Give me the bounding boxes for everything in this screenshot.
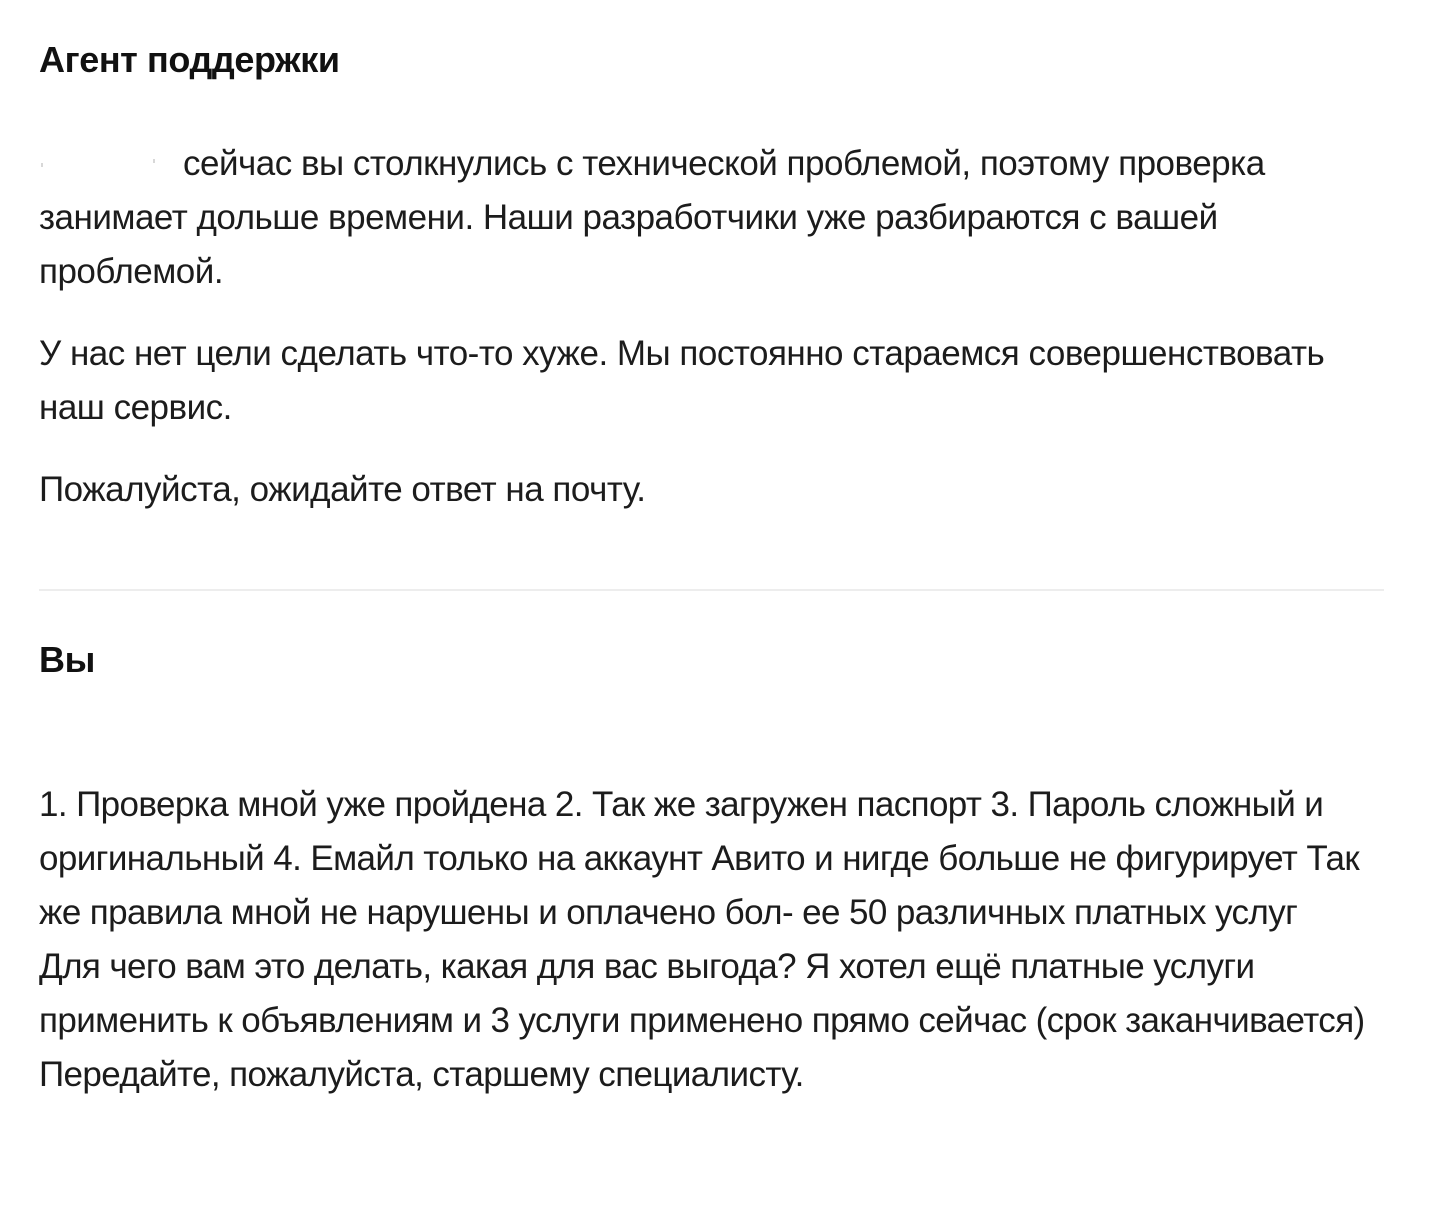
redacted-name: [39, 149, 173, 179]
message-line: 1. Проверка мной уже пройдена 2. Так же загружен паспорт 3. Пароль сложный и оригинальный 4. Емайл только на аккаунт Авито и нигде больше не фигурирует Так же правила мной не нарушены и оплачено бол- ее 50 различных платных услуг: [39, 785, 1360, 932]
message-author-support-agent: Агент поддержки: [39, 39, 340, 80]
support-agent-message: [39, 137, 1384, 517]
message-divider: [39, 589, 1384, 591]
message-paragraph: У нас нет цели сделать что-то хуже. Мы постоянно стараемся совершенствовать наш сервис.: [39, 334, 1325, 427]
message-line: Передайте, пожалуйста, старшему специалисту.: [39, 1055, 804, 1094]
message-paragraph-text: сейчас вы столкнулись с технической проблемой, поэтому проверка занимает дольше времени. Наши разработчики уже разбираются с вашей проблемой.: [39, 144, 1265, 291]
message-paragraph: [39, 137, 1384, 299]
message-paragraph: Пожалуйста, ожидайте ответ на почту.: [39, 470, 646, 509]
user-message: [39, 778, 1384, 1102]
message-author-user: Вы: [39, 639, 95, 680]
message-line: Для чего вам это делать, какая для вас выгода? Я хотел ещё платные услуги применить к объявлениям и 3 услуги применено прямо сейчас (срок заканчивается): [39, 947, 1365, 1040]
